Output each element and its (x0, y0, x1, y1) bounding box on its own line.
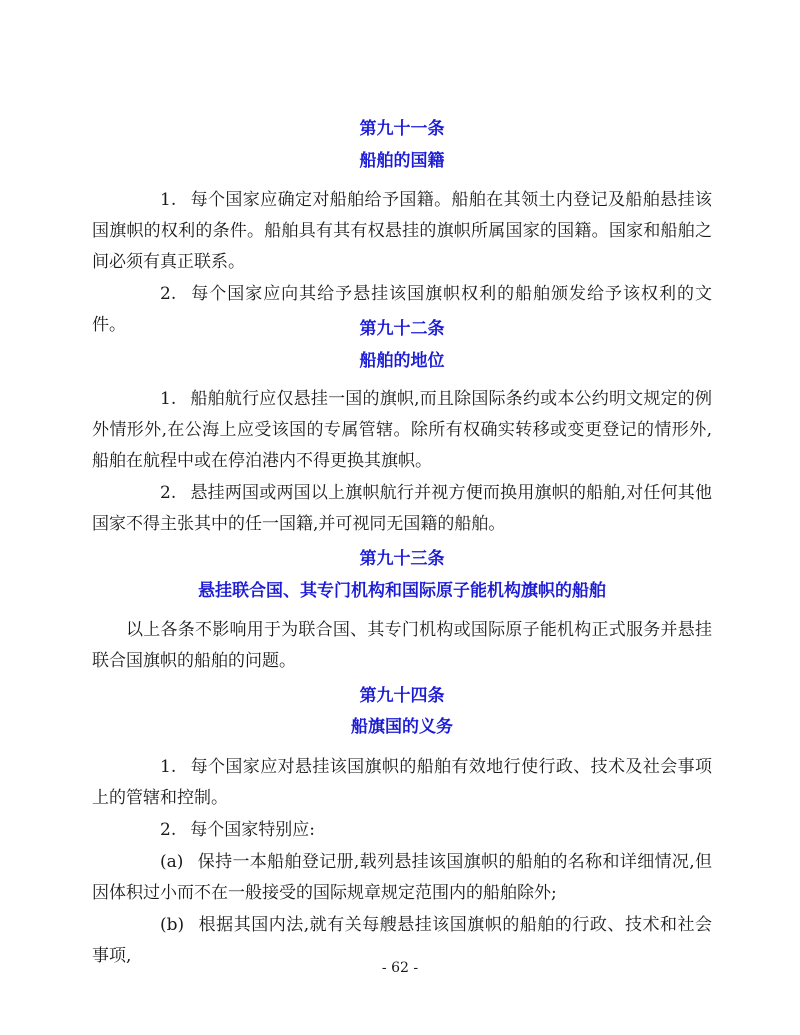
article-91-title: 船舶的国籍 (359, 151, 445, 171)
article-94-paragraph-2 (92, 815, 712, 846)
article-92-paragraph-1 (92, 384, 712, 477)
paragraph-number: 1. (160, 190, 177, 210)
article-93-title: 悬挂联合国、其专门机构和国际原子能机构旗帜的船舶 (198, 581, 606, 601)
paragraph-number: 1. (160, 757, 177, 777)
subparagraph-label: (b) (160, 915, 185, 935)
subparagraph-label: (a) (160, 852, 184, 872)
paragraph-text: 船舶航行应仅悬挂一国的旗帜,而且除国际条约或本公约明文规定的例外情形外,在公海上应受该国的专属管辖。除所有权确实转移或变更登记的情形外,船舶在航程中或在停泊港内不得更换其旗帜。 (92, 389, 712, 471)
paragraph-text: 以上各条不影响用于为联合国、其专门机构或国际原子能机构正式服务并悬挂联合国旗帜的船舶的问题。 (92, 620, 712, 671)
article-92-paragraph-2 (92, 478, 712, 540)
paragraph-number: 2. (160, 284, 177, 304)
paragraph-number: 2. (160, 820, 177, 840)
paragraph-text: 每个国家特别应: (190, 820, 315, 840)
paragraph-number: 1. (160, 389, 177, 409)
paragraph-text: 每个国家应向其给予悬挂该国旗帜权利的船舶颁发给予该权利的文件。 (92, 284, 712, 335)
article-94-number: 第九十四条 (359, 686, 445, 706)
paragraph-text: 每个国家应确定对船舶给予国籍。船舶在其领土内登记及船舶悬挂该国旗帜的权利的条件。船舶具有其有权悬挂的旗帜所属国家的国籍。国家和船舶之间必须有真正联系。 (92, 190, 712, 272)
article-93-paragraph-1 (92, 615, 712, 677)
article-94-title: 船旗国的义务 (351, 717, 453, 737)
article-92-title: 船舶的地位 (359, 351, 445, 371)
paragraph-text: 保持一本船舶登记册,载列悬挂该国旗帜的船舶的名称和详细情况,但因体积过小而不在一般接受的国际规章规定范围内的船舶除外; (92, 852, 712, 903)
page-number: - 62 - (381, 960, 419, 976)
paragraph-text: 每个国家应对悬挂该国旗帜的船舶有效地行使行政、技术及社会事项上的管辖和控制。 (92, 757, 712, 808)
paragraph-text: 悬挂两国或两国以上旗帜航行并视方便而换用旗帜的船舶,对任何其他国家不得主张其中的任一国籍,并可视同无国籍的船舶。 (92, 483, 712, 534)
article-94-paragraph-1 (92, 752, 712, 814)
article-91-paragraph-1 (92, 185, 712, 278)
article-92-number: 第九十二条 (359, 319, 445, 339)
paragraph-number: 2. (160, 483, 177, 503)
paragraph-text: 根据其国内法,就有关每艘悬挂该国旗帜的船舶的行政、技术和社会事项, (92, 915, 712, 966)
article-94-subparagraph-a (92, 847, 712, 909)
article-93-number: 第九十三条 (359, 549, 445, 569)
article-91-number: 第九十一条 (359, 119, 445, 139)
